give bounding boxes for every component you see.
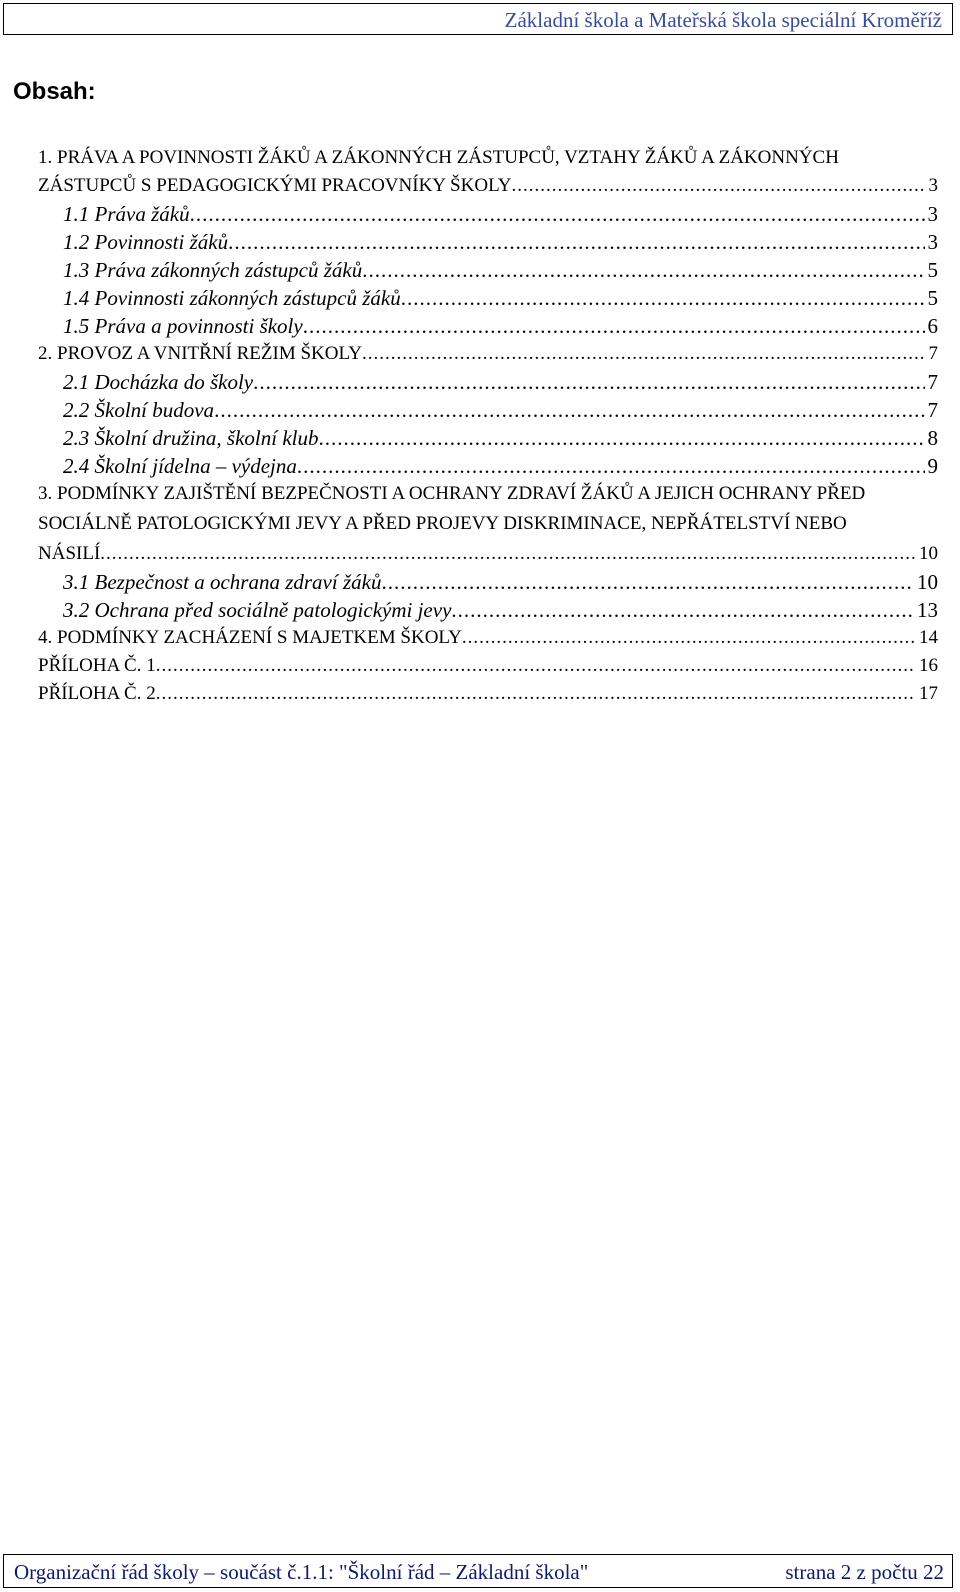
toc-entry-title: ZÁSTUPCŮ S PEDAGOGICKÝMI PRACOVNÍKY ŠKOLY (38, 175, 512, 196)
toc-entry-priloha-2[interactable] (38, 680, 938, 708)
toc-page-number: 6 (927, 314, 938, 338)
toc-leader (228, 228, 924, 256)
toc-entry-title: 3. PODMÍNKY ZAJIŠTĚNÍ BEZPEČNOSTI A OCHRANY ZDRAVÍ ŽÁKŮ A JEJICH OCHRANY PŘED (38, 483, 866, 504)
toc-entry-title: 1.2 Povinnosti žáků (63, 230, 229, 254)
toc-page-number: 5 (927, 286, 938, 310)
toc-entry-3[interactable] (38, 540, 938, 568)
toc-entry-4[interactable] (38, 624, 938, 652)
toc-entry-3-line2[interactable] (38, 510, 938, 538)
toc-entry-1-1[interactable] (63, 200, 938, 228)
toc-entry-1[interactable] (38, 172, 938, 200)
toc-leader (362, 256, 924, 284)
toc-page-number: 3 (928, 175, 938, 196)
toc-entry-1-2[interactable] (63, 228, 938, 256)
toc-entry-title: 1.3 Práva zákonných zástupců žáků (63, 258, 363, 282)
toc-entry-title: NÁSILÍ (38, 543, 101, 564)
toc-leader (381, 568, 914, 596)
toc-entry-title: SOCIÁLNĚ PATOLOGICKÝMI JEVY A PŘED PROJEVY DISKRIMINACE, NEPŘÁTELSTVÍ NEBO (38, 513, 847, 534)
toc-leader (214, 396, 924, 424)
toc-entry-1-3[interactable] (63, 256, 938, 284)
toc-page-number: 7 (928, 343, 938, 364)
toc-entry-2-3[interactable] (63, 424, 938, 452)
toc-entry-title: 3.1 Bezpečnost a ochrana zdraví žáků (63, 570, 382, 594)
toc-page-number: 14 (919, 627, 938, 648)
toc-leader (462, 624, 916, 652)
school-name: Základní škola a Mateřská škola speciální Kroměříž (504, 8, 942, 32)
toc-leader (401, 284, 925, 312)
toc-entry-2-2[interactable] (63, 396, 938, 424)
toc-leader (362, 340, 926, 368)
toc-entry-2[interactable] (38, 340, 938, 368)
toc-entry-title: 1.4 Povinnosti zákonných zástupců žáků (63, 286, 401, 310)
toc-entry-title: 2.3 Školní družina, školní klub (63, 426, 319, 450)
toc-page-number: 10 (917, 570, 938, 594)
toc-entry-title: 1.1 Práva žáků (63, 202, 190, 226)
toc-page-number: 3 (927, 230, 938, 254)
toc-leader (512, 172, 926, 200)
toc-entry-title: 1. PRÁVA A POVINNOSTI ŽÁKŮ A ZÁKONNÝCH ZÁSTUPCŮ, VZTAHY ŽÁKŮ A ZÁKONNÝCH (38, 147, 839, 168)
toc-leader (156, 652, 916, 680)
toc-entry-3-2[interactable] (63, 596, 938, 624)
toc-entry-title: 2.2 Školní budova (63, 398, 215, 422)
toc-page-number: 10 (919, 543, 938, 564)
toc-entry-1-5[interactable] (63, 312, 938, 340)
toc-leader (156, 680, 916, 708)
toc-leader (451, 596, 914, 624)
toc-entry-title: PŘÍLOHA Č. 1 (38, 655, 156, 676)
toc-page-number: 8 (927, 426, 938, 450)
toc-entry-3-1[interactable] (63, 568, 938, 596)
toc-page-number: 16 (919, 655, 938, 676)
toc-page-number: 3 (927, 202, 938, 226)
toc-entry-title: 2.4 Školní jídelna – výdejna (63, 454, 297, 478)
toc-leader (253, 368, 924, 396)
toc-entry-2-4[interactable] (63, 452, 938, 480)
toc-leader (303, 312, 925, 340)
toc-page-number: 7 (927, 370, 938, 394)
footer-page-counter: strana 2 z počtu 22 (785, 1560, 944, 1584)
toc-page-number: 5 (927, 258, 938, 282)
toc-entry-3-line1[interactable] (38, 480, 938, 508)
footer-document-title: Organizační řád školy – součást č.1.1: "Školní řád – Základní škola" (14, 1560, 589, 1584)
toc-entry-title: 2. PROVOZ A VNITŘNÍ REŽIM ŠKOLY (38, 343, 362, 364)
toc-page-number: 13 (917, 598, 938, 622)
page-footer (3, 1554, 953, 1588)
toc-leader (100, 540, 916, 568)
toc-entry-title: 2.1 Docházka do školy (63, 370, 254, 394)
toc-leader (319, 424, 925, 452)
table-of-contents (0, 0, 960, 760)
toc-page-number: 7 (927, 398, 938, 422)
toc-entry-title: 4. PODMÍNKY ZACHÁZENÍ S MAJETKEM ŠKOLY (38, 627, 462, 648)
toc-entry-priloha-1[interactable] (38, 652, 938, 680)
toc-entry-title: 3.2 Ochrana před sociálně patologickými jevy (63, 598, 452, 622)
toc-page-number: 9 (927, 454, 938, 478)
toc-entry-title: PŘÍLOHA Č. 2 (38, 683, 156, 704)
toc-leader (297, 452, 925, 480)
toc-entry-2-1[interactable] (63, 368, 938, 396)
toc-page-number: 17 (919, 683, 938, 704)
toc-entry-1-line1[interactable] (38, 144, 938, 172)
toc-entry-1-4[interactable] (63, 284, 938, 312)
toc-entry-title: 1.5 Práva a povinnosti školy (63, 314, 303, 338)
toc-heading: Obsah: (13, 78, 96, 105)
toc-leader (190, 200, 925, 228)
